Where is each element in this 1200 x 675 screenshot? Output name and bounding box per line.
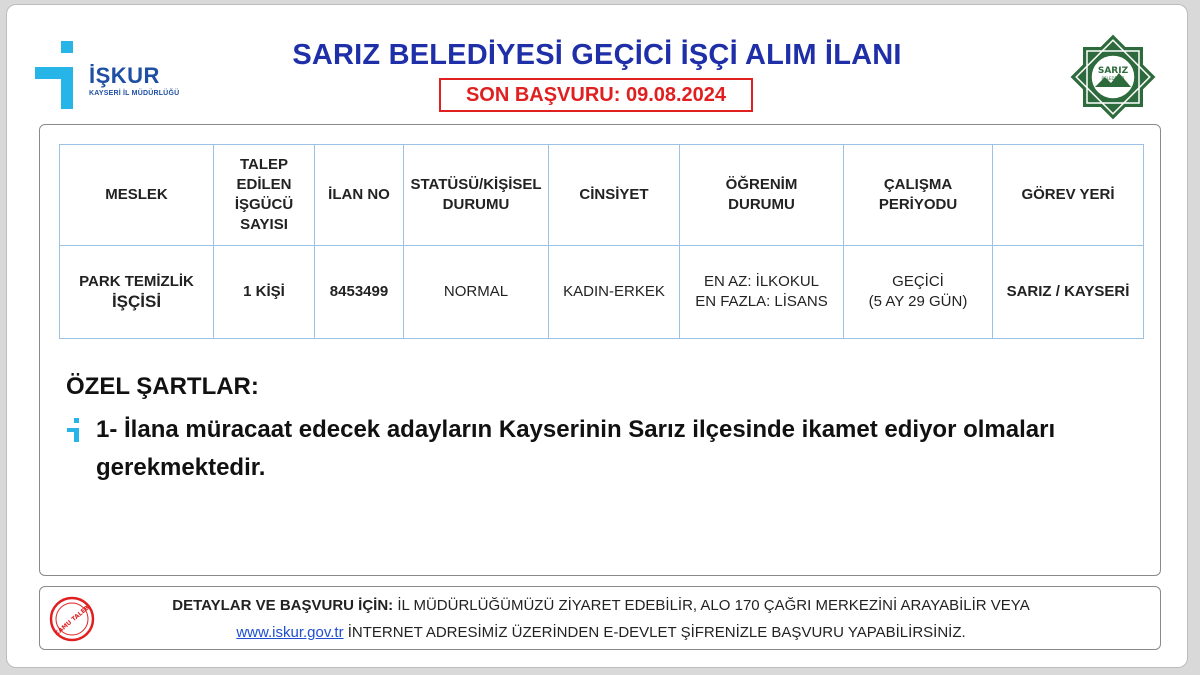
special-conditions-title: ÖZEL ŞARTLAR: [66,373,259,400]
seal-subtext: BELEDİYESİ [1101,76,1125,81]
special-condition-item [66,411,1126,487]
page-title: SARIZ BELEDİYESİ GEÇİCİ İŞÇİ ALIM İLANI [292,39,902,71]
header-ilan-no: İLAN NO [315,145,404,246]
special-condition-text: 1- İlana müracaat edecek adayların Kayserinin Sarız ilçesinde ikamet ediyor olmaları gerekmektedir. [96,416,1056,481]
logo-subtext: KAYSERİ İL MÜDÜRLÜĞÜ [89,90,180,97]
cell-cinsiyet: KADIN-ERKEK [549,246,680,339]
header-talep: TALEP EDİLEN İŞGÜCÜ SAYISI [214,145,315,246]
cell-ogrenim: EN AZ: İLKOKUL EN FAZLA: LİSANS [680,246,844,339]
iskur-website-link[interactable]: www.iskur.gov.tr [236,624,344,641]
cell-calisma: GEÇİCİ (5 AY 29 GÜN) [844,246,993,339]
cell-ilan-no: 8453499 [315,246,404,339]
cell-gorev-yeri: SARIZ / KAYSERİ [993,246,1144,339]
footer-line-1 [40,597,1162,614]
kamu-badge-text: KAMU TALEBİ [53,602,93,638]
deadline-badge: SON BAŞVURU: 09.08.2024 [439,78,753,112]
header-ogrenim: ÖĞRENİM DURUMU [680,145,844,246]
footer-line-2 [40,624,1162,641]
header-cinsiyet: CİNSİYET [549,145,680,246]
seal-text: SARIZ [1097,66,1129,76]
header-statu: STATÜSÜ/KİŞİSEL DURUMU [404,145,549,246]
job-table [59,144,1144,339]
header-gorev-yeri: GÖREV YERİ [993,145,1144,246]
header-calisma: ÇALIŞMA PERİYODU [844,145,993,246]
footer-lead: DETAYLAR VE BAŞVURU İÇİN: [172,597,394,614]
footer-line2-text: İNTERNET ADRESİMİZ ÜZERİNDEN E-DEVLET ŞİFRENİZLE BAŞVURU YAPABİLİRSİNİZ. [347,624,966,641]
cell-meslek: PARK TEMİZLİK İŞÇİSİ [60,246,214,339]
seal-year: 1946 [1106,93,1120,99]
table-row [60,246,1144,339]
cell-talep: 1 KİŞİ [214,246,315,339]
header-meslek: MESLEK [60,145,214,246]
municipality-seal [1065,29,1161,125]
logo-text: İŞKUR [89,63,160,88]
seal-star-icon [1065,29,1161,125]
iskur-logo [33,39,183,111]
iskur-bullet-icon [66,417,84,443]
table-header-row [60,145,1144,246]
footer-panel [39,586,1161,650]
cell-statu: NORMAL [404,246,549,339]
iskur-logo-icon [33,39,93,111]
footer-line1-text: İL MÜDÜRLÜĞÜMÜZÜ ZİYARET EDEBİLİR, ALO 170 ÇAĞRI MERKEZİNİ ARAYABİLİR VEYA [397,597,1030,614]
content-panel [39,124,1161,576]
announcement-page [6,4,1188,668]
